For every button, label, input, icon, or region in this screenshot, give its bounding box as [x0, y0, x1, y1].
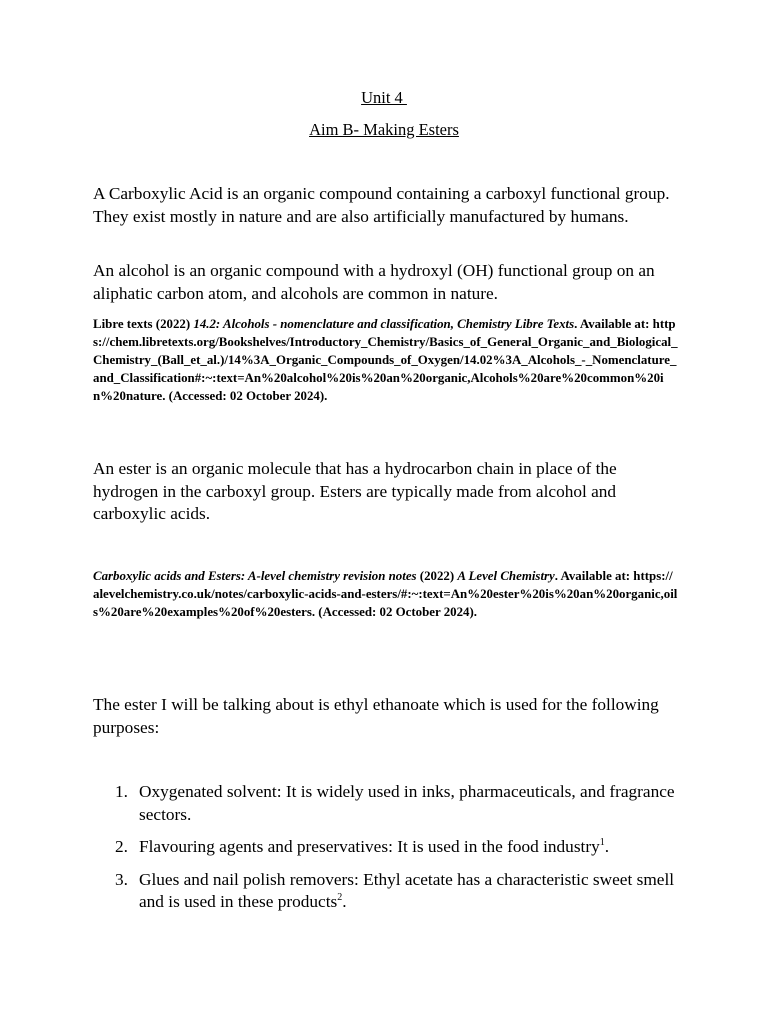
reference-alevelchemistry — [93, 567, 678, 621]
list-item-text: Flavouring agents and preservatives: It is used in the food industry — [139, 837, 600, 857]
reference-title: Carboxylic acids and Esters: A-level chemistry revision notes — [93, 569, 417, 583]
reference-year: (2022) — [416, 569, 458, 583]
list-item — [93, 869, 678, 914]
document-subtitle: Aim B- Making Esters — [309, 120, 459, 139]
list-item-number: 2. — [115, 837, 128, 857]
reference-body: . Available at: https://alevelchemistry.co.uk/notes/carboxylic-acids-and-esters/#:~:text=An%20ester%20is%20an%20organic,oils%20are%20examples%20of%20esters. (Accessed: 02 October 2024). — [93, 569, 678, 619]
reference-source: A Level Chemistry — [457, 569, 555, 583]
reference-title: 14.2: Alcohols - nomenclature and classification, Chemistry Libre Texts — [193, 317, 575, 331]
list-item-number: 1. — [115, 782, 128, 801]
paragraph-alcohol: An alcohol is an organic compound with a hydroxyl (OH) functional group on an aliphatic carbon atom, and alcohols are common in nature. — [93, 261, 655, 303]
uses-list — [93, 781, 678, 924]
paragraph-carboxylic-acid: A Carboxylic Acid is an organic compound containing a carboxyl functional group. They exist mostly in nature and are also artificially manufactured by humans. — [93, 184, 670, 226]
list-item — [93, 781, 678, 826]
list-item-tail: . — [342, 892, 347, 912]
list-item-text: Oxygenated solvent: It is widely used in inks, pharmaceuticals, and fragrance sectors. — [139, 782, 675, 824]
list-item-tail: . — [604, 837, 610, 857]
paragraph-ethyl-ethanoate: The ester I will be talking about is ethyl ethanoate which is used for the following purposes: — [93, 695, 659, 737]
document-title: Unit 4 — [361, 88, 407, 107]
paragraph-ester: An ester is an organic molecule that has a hydrocarbon chain in place of the hydrogen in the carboxyl group. Esters are typically made from alcohol and carboxylic acids. — [93, 459, 617, 524]
list-item-text: Glues and nail polish removers: Ethyl acetate has a characteristic sweet smell and is used in these products — [139, 869, 675, 912]
reference-libretexts — [93, 315, 678, 405]
footnote-marker: 1 — [599, 837, 605, 849]
reference-prefix: Libre texts (2022) — [93, 317, 194, 331]
list-item-number: 3. — [115, 869, 128, 889]
footnote-marker: 2 — [337, 892, 343, 904]
reference-body: . Available at: https://chem.libretexts.org/Bookshelves/Introductory_Chemistry/Basics_of_General_Organic_and_Biological_Chemistry_(Ball_et_al.)/14%3A_Organic_Compounds_of_Oxygen/14.02%3A_Alcohols_-_Nomenclature_and_Classification#:~:text=An%20alcohol%20is%20an%20organic,Alcohols%20are%20common%20in%20nature. (Accessed: 02 October 2024). — [93, 317, 678, 403]
list-item — [93, 836, 678, 859]
